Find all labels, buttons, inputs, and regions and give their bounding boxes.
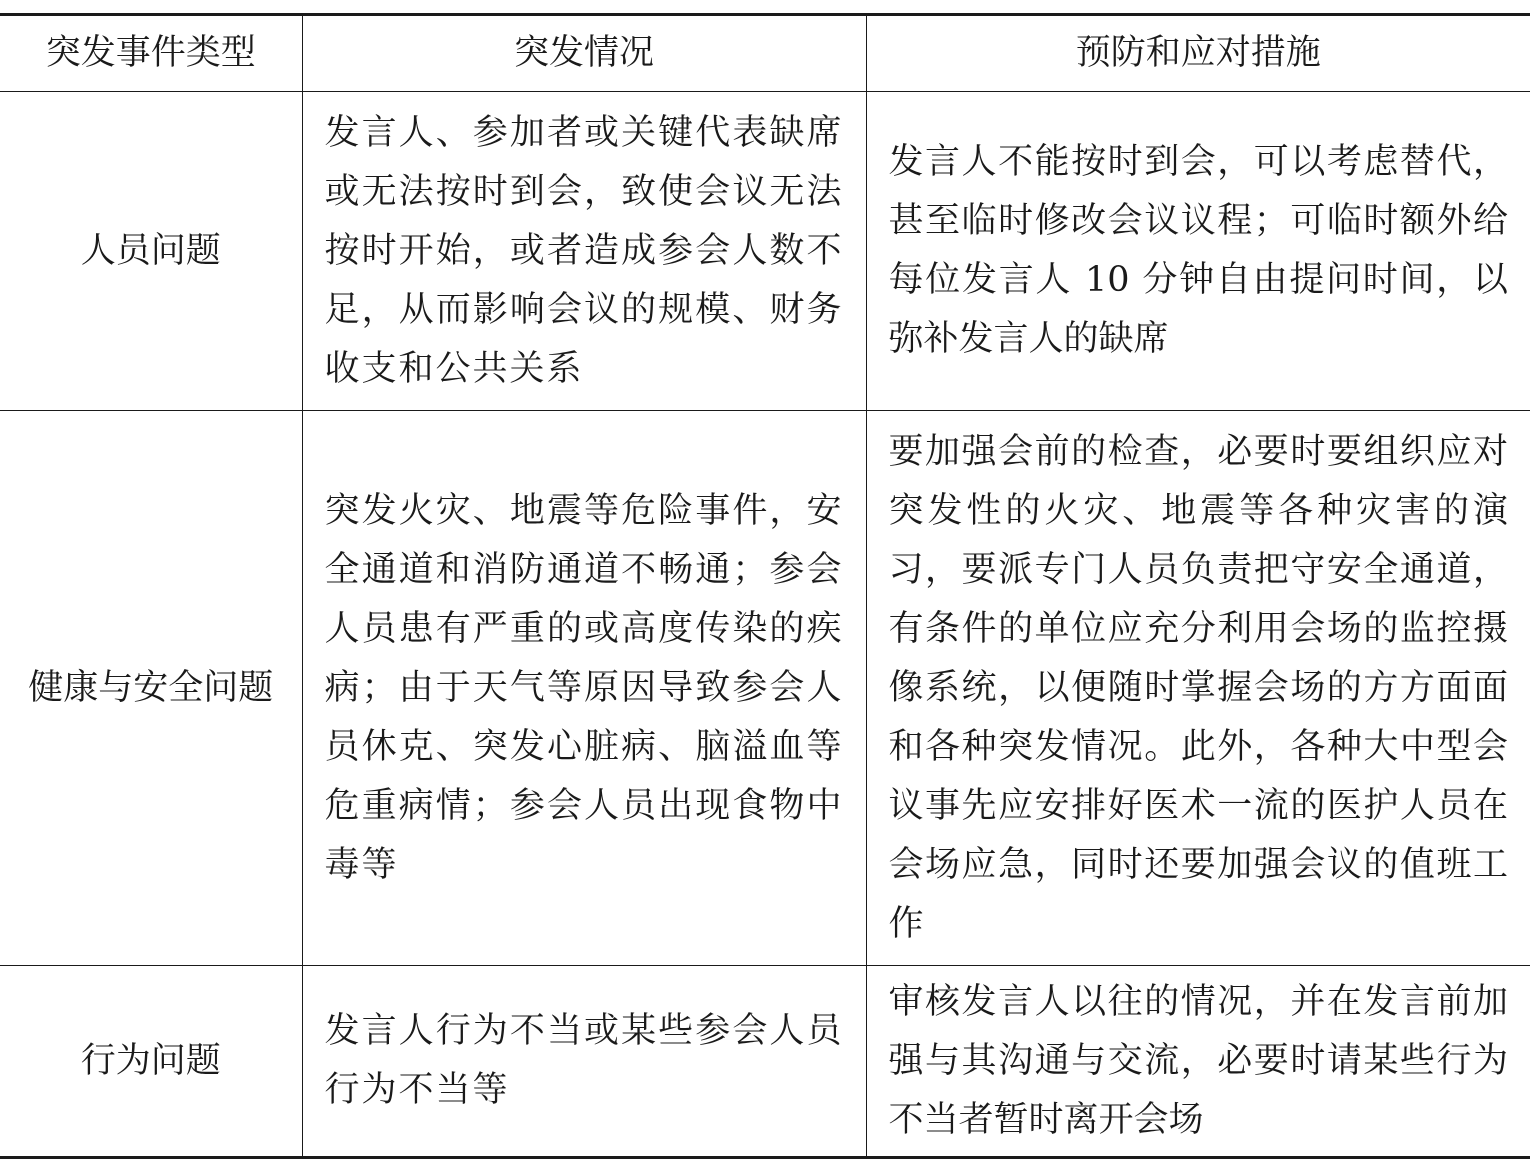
table-row bbox=[0, 411, 1530, 966]
row-measures: 审核发言人以往的情况，并在发言前加强与其沟通与交流，必要时请某些行为不当者暂时离开会场 bbox=[866, 966, 1530, 1158]
table-row bbox=[0, 92, 1530, 411]
emergency-table-container bbox=[0, 13, 1530, 1159]
row-measures: 发言人不能按时到会，可以考虑替代，甚至临时修改会议议程；可临时额外给每位发言人 10 分钟自由提问时间，以弥补发言人的缺席 bbox=[866, 92, 1530, 411]
row-event-type: 人员问题 bbox=[0, 92, 302, 411]
row-event-type: 健康与安全问题 bbox=[0, 411, 302, 966]
row-event-type: 行为问题 bbox=[0, 966, 302, 1158]
header-event-type: 突发事件类型 bbox=[0, 15, 302, 92]
table-row bbox=[0, 966, 1530, 1158]
row-situation: 发言人行为不当或某些参会人员行为不当等 bbox=[302, 966, 866, 1158]
table-header-row bbox=[0, 15, 1530, 92]
header-measures: 预防和应对措施 bbox=[866, 15, 1530, 92]
emergency-measures-table bbox=[0, 13, 1530, 1159]
row-measures: 要加强会前的检查，必要时要组织应对突发性的火灾、地震等各种灾害的演习，要派专门人员负责把守安全通道，有条件的单位应充分利用会场的监控摄像系统，以便随时掌握会场的方方面面和各种突发情况。此外，各种大中型会议事先应安排好医术一流的医护人员在会场应急，同时还要加强会议的值班工作 bbox=[866, 411, 1530, 966]
row-situation: 突发火灾、地震等危险事件，安全通道和消防通道不畅通；参会人员患有严重的或高度传染的疾病；由于天气等原因导致参会人员休克、突发心脏病、脑溢血等危重病情；参会人员出现食物中毒等 bbox=[302, 411, 866, 966]
header-situation: 突发情况 bbox=[302, 15, 866, 92]
row-situation: 发言人、参加者或关键代表缺席或无法按时到会，致使会议无法按时开始，或者造成参会人数不足，从而影响会议的规模、财务收支和公共关系 bbox=[302, 92, 866, 411]
